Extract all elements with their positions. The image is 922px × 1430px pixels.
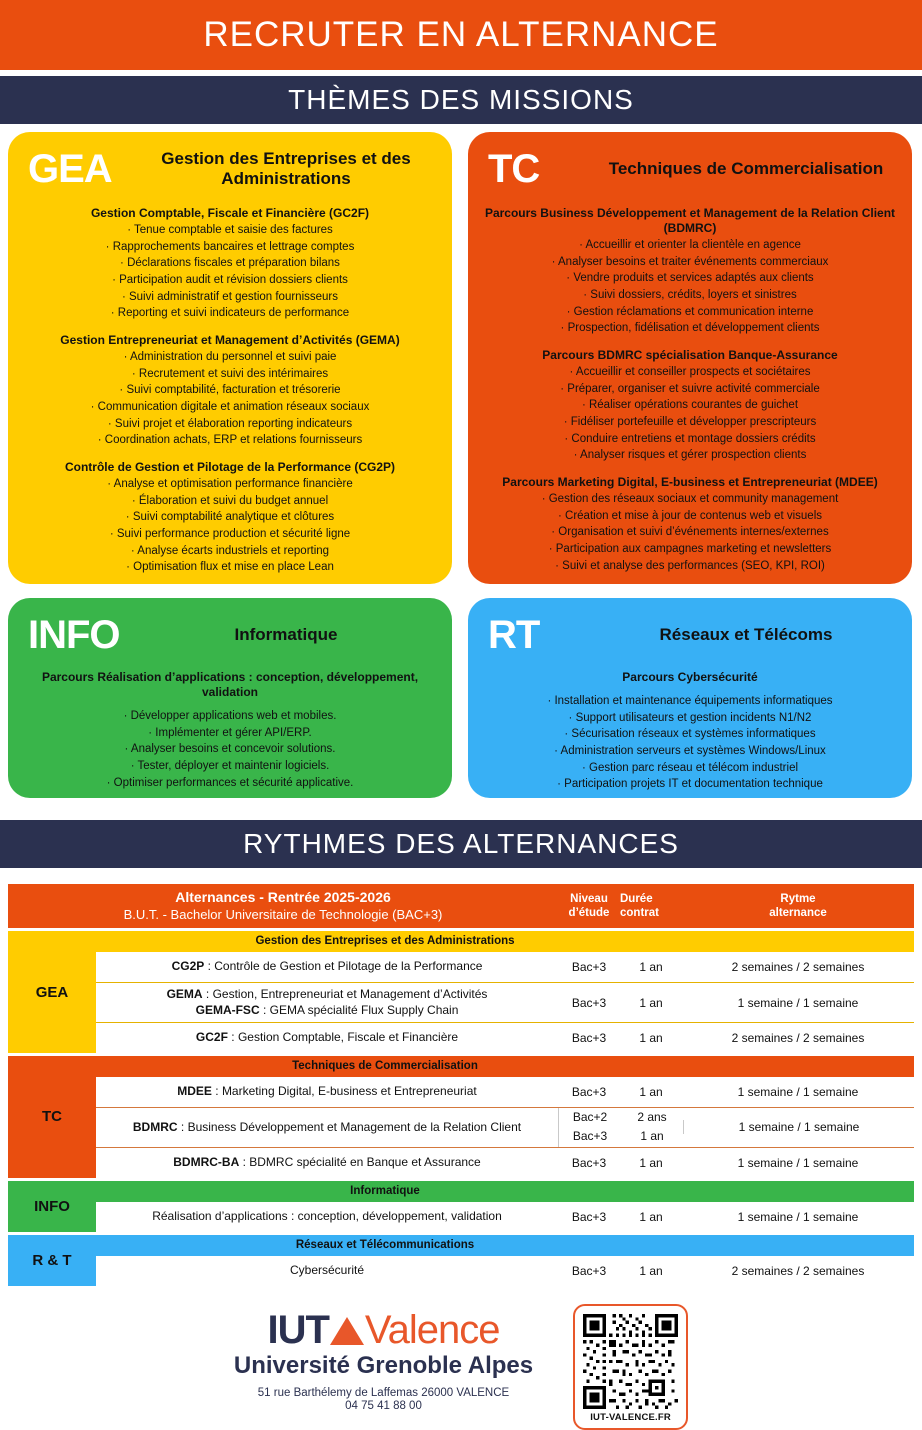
- card-rt: [468, 598, 912, 798]
- list-item: · Administration du personnel et suivi paie: [123, 351, 337, 364]
- list-item: · Coordination achats, ERP et relations fournisseurs: [97, 434, 363, 447]
- block-title: Parcours Cybersécurité: [622, 670, 758, 684]
- logo-subtitle: Université Grenoble Alpes: [233, 1351, 534, 1379]
- list-item: · Suivi et analyse des performances (SEO, KPI, ROI): [555, 559, 825, 572]
- footer: [0, 1304, 922, 1430]
- list-item: · Réaliser opérations courantes de guichet: [581, 399, 799, 412]
- list-item: · Élaboration et suivi du budget annuel: [131, 494, 329, 507]
- group-code-gea: GEA: [8, 931, 96, 1053]
- card-tc: [468, 132, 912, 584]
- schedule-group-gea: [8, 931, 914, 1053]
- row-duree: 1 an: [639, 1031, 663, 1046]
- row-label: GC2F : Gestion Comptable, Fiscale et Financière: [195, 1030, 459, 1045]
- card-gea-block-2: [20, 460, 440, 576]
- card-tc-block-2: [480, 475, 900, 574]
- card-tc-body: [480, 206, 900, 574]
- footer-phone: 04 75 41 88 00: [345, 1399, 422, 1412]
- block-list: [20, 349, 440, 449]
- schedule-header-line2: B.U.T. - Bachelor Universitaire de Technologie (BAC+3): [123, 906, 443, 922]
- theme-cards: [0, 124, 922, 798]
- list-item: · Installation et maintenance équipements informatiques: [547, 695, 833, 707]
- block-list: [480, 237, 900, 337]
- group-band-tc: Techniques de Commercialisation: [96, 1056, 914, 1077]
- row-duree: 1 an: [639, 1155, 663, 1170]
- column-header-rytme: Rytme alternance: [769, 892, 827, 919]
- row-label: MDEE : Marketing Digital, E-business et Entrepreneuriat: [177, 1084, 477, 1099]
- card-rt-block-0: [480, 670, 900, 793]
- row-niveau: Bac+3: [571, 960, 607, 974]
- row-niveau: Bac+3: [571, 1031, 607, 1046]
- list-item: · Gestion parc réseau et télécom industriel: [581, 761, 799, 774]
- qr-code-card[interactable]: [573, 1304, 688, 1430]
- row-niveau: Bac+2 Bac+3: [558, 1108, 621, 1146]
- block-title: Parcours Marketing Digital, E-business et Entrepreneuriat (MDEE): [502, 475, 878, 490]
- card-tc-code: TC: [488, 147, 540, 191]
- block-list: [20, 222, 440, 322]
- qr-code-icon: [583, 1314, 678, 1409]
- card-gea-header: [20, 142, 440, 196]
- logo-wordmark: [234, 1307, 533, 1352]
- list-item: · Suivi administratif et gestion fournisseurs: [121, 290, 339, 303]
- table-row: [96, 983, 914, 1023]
- card-rt-code: RT: [488, 613, 540, 657]
- row-duree: 1 an: [639, 1263, 663, 1278]
- card-rt-title: Réseaux et Télécoms: [659, 624, 833, 644]
- triangle-icon: [330, 1317, 364, 1345]
- list-item: · Gestion des réseaux sociaux et community management: [541, 493, 839, 506]
- list-item: · Organisation et suivi d’événements internes/externes: [551, 526, 829, 539]
- schedule-group-rt: [8, 1235, 914, 1286]
- list-item: · Gestion réclamations et communication interne: [566, 305, 814, 318]
- schedule-header-line1: Alternances - Rentrée 2025-2026: [175, 889, 391, 906]
- logo-iut-text: IUT: [267, 1307, 329, 1352]
- qr-code-label: IUT-VALENCE.FR: [590, 1411, 671, 1423]
- group-code-rt: R & T: [8, 1235, 96, 1286]
- list-item: · Suivi projet et élaboration reporting indicateurs: [107, 417, 353, 430]
- row-niveau: Bac+3: [571, 1155, 607, 1170]
- list-item: · Analyser risques et gérer prospection clients: [573, 449, 807, 462]
- row-rytme: 1 semaine / 1 semaine: [737, 995, 859, 1010]
- column-header-niveau: Niveau d’étude: [568, 892, 610, 919]
- card-info: [8, 598, 452, 798]
- table-row: [96, 1256, 914, 1286]
- row-rytme: 1 semaine / 1 semaine: [683, 1120, 914, 1134]
- iut-valence-logo: [234, 1304, 533, 1412]
- list-item: · Prospection, fidélisation et développement clients: [560, 322, 820, 335]
- group-code-tc: TC: [8, 1056, 96, 1177]
- list-item: · Participation audit et révision dossiers clients: [112, 274, 348, 287]
- list-item: · Participation projets IT et documentation technique: [557, 778, 823, 791]
- footer-address: 51 rue Barthélemy de Laffemas 26000 VALENCE: [257, 1386, 510, 1399]
- card-gea-title: Gestion des Entreprises et des Administrations: [161, 148, 411, 188]
- card-info-body: [20, 670, 440, 791]
- list-item: · Recrutement et suivi des intérimaires: [131, 367, 329, 380]
- group-band-rt: Réseaux et Télécommunications: [96, 1235, 914, 1256]
- list-item: · Optimisation flux et mise en place Lean: [126, 561, 334, 574]
- list-item: · Conduire entretiens et montage dossiers crédits: [564, 432, 816, 445]
- group-code-info: INFO: [8, 1181, 96, 1232]
- row-label: GEMA : Gestion, Entrepreneuriat et Management d’Activités GEMA-FSC : GEMA spécialité Flux Supply Chain: [166, 987, 488, 1017]
- list-item: · Participation aux campagnes marketing et newsletters: [548, 543, 832, 556]
- page-title: RECRUTER EN ALTERNANCE: [0, 0, 922, 70]
- block-list: [20, 708, 440, 791]
- table-row: [96, 1108, 914, 1147]
- list-item: · Reporting et suivi indicateurs de performance: [110, 307, 350, 320]
- list-item: · Création et mise à jour de contenus web et visuels: [558, 509, 822, 522]
- schedule-header-row: [8, 884, 914, 928]
- list-item: · Accueillir et orienter la clientèle en agence: [579, 239, 801, 251]
- row-rytme: 1 semaine / 1 semaine: [737, 1155, 859, 1170]
- list-item: · Optimiser performances et sécurité applicative.: [106, 776, 354, 789]
- list-item: · Analyser besoins et concevoir solutions.: [124, 743, 336, 756]
- row-niveau: Bac+3: [571, 1085, 607, 1100]
- list-item: · Suivi comptabilité analytique et clôtures: [125, 511, 335, 524]
- row-duree: 2 ans 1 an: [637, 1110, 667, 1144]
- block-list: [20, 476, 440, 576]
- card-rt-header: [480, 608, 900, 662]
- list-item: · Suivi dossiers, crédits, loyers et sinistres: [583, 289, 797, 302]
- card-info-block-0: [20, 670, 440, 791]
- group-band-info: Informatique: [96, 1181, 914, 1202]
- list-item: · Suivi performance production et sécurité ligne: [109, 528, 351, 541]
- card-gea-body: [20, 206, 440, 576]
- schedule-table: [8, 884, 914, 1286]
- row-rytme: 2 semaines / 2 semaines: [731, 1031, 865, 1046]
- list-item: · Accueillir et conseiller prospects et sociétaires: [569, 366, 811, 379]
- row-duree: 1 an: [639, 1085, 663, 1100]
- card-info-header: [20, 608, 440, 662]
- list-item: · Sécurisation réseaux et systèmes informatiques: [564, 728, 816, 741]
- table-row: [96, 1202, 914, 1232]
- row-rytme: 1 semaine / 1 semaine: [737, 1085, 859, 1100]
- schedule-group-tc: [8, 1056, 914, 1177]
- block-title: Contrôle de Gestion et Pilotage de la Performance (CG2P): [64, 460, 396, 475]
- list-item: · Analyser besoins et traiter événements commerciaux: [551, 255, 829, 268]
- card-rt-body: [480, 670, 900, 793]
- list-item: · Développer applications web et mobiles.: [123, 710, 337, 722]
- card-info-code: INFO: [28, 613, 120, 657]
- table-row: [96, 1077, 914, 1108]
- list-item: · Vendre produits et services adaptés aux clients: [566, 272, 814, 285]
- row-label: CG2P : Contrôle de Gestion et Pilotage de la Performance: [171, 959, 483, 974]
- row-niveau: Bac+3: [571, 1263, 607, 1278]
- card-tc-block-0: [480, 206, 900, 337]
- logo-valence-text: Valence: [364, 1307, 500, 1352]
- row-rytme: 2 semaines / 2 semaines: [731, 1263, 865, 1278]
- list-item: · Tenue comptable et saisie des factures: [127, 224, 333, 236]
- row-duree: 1 an: [639, 1209, 663, 1224]
- table-row: [96, 1023, 914, 1053]
- row-niveau: Bac+3: [571, 995, 607, 1010]
- group-band-gea: Gestion des Entreprises et des Administrations: [96, 931, 914, 952]
- row-duree: 1 an: [639, 960, 663, 974]
- list-item: · Analyse et optimisation performance financière: [107, 478, 353, 491]
- row-rytme: 2 semaines / 2 semaines: [731, 960, 865, 974]
- list-item: · Analyse écarts industriels et reporting: [130, 544, 330, 557]
- list-item: · Support utilisateurs et gestion incidents N1/N2: [568, 711, 812, 724]
- block-list: [480, 491, 900, 574]
- list-item: · Communication digitale et animation réseaux sociaux: [90, 401, 370, 414]
- row-niveau: Bac+3: [571, 1209, 607, 1224]
- list-item: · Tester, déployer et maintenir logiciels.: [130, 760, 330, 773]
- schedule-group-info: [8, 1181, 914, 1232]
- list-item: · Déclarations fiscales et préparation bilans: [120, 257, 340, 270]
- list-item: · Préparer, organiser et suivre activité commerciale: [560, 382, 820, 395]
- block-list: [480, 693, 900, 793]
- table-row: [96, 1148, 914, 1178]
- card-tc-title: Techniques de Commercialisation: [608, 158, 884, 178]
- list-item: · Implémenter et gérer API/ERP.: [148, 726, 312, 739]
- row-label: BDMRC-BA : BDMRC spécialité en Banque et Assurance: [173, 1154, 481, 1169]
- row-label: BDMRC : Business Développement et Management de la Relation Client: [132, 1119, 522, 1134]
- section-title-rythmes: RYTHMES DES ALTERNANCES: [0, 820, 922, 868]
- row-rytme: 1 semaine / 1 semaine: [737, 1209, 859, 1224]
- block-title: Parcours Réalisation d’applications : conception, développement, validation: [41, 670, 419, 699]
- card-info-title: Informatique: [234, 624, 338, 644]
- table-row: [96, 952, 914, 983]
- card-tc-header: [480, 142, 900, 196]
- schedule-header-main: [8, 889, 558, 923]
- block-title: Gestion Entrepreneuriat et Management d’Activités (GEMA): [60, 333, 400, 348]
- block-list: [480, 364, 900, 464]
- block-title: Parcours BDMRC spécialisation Banque-Assurance: [542, 348, 838, 363]
- list-item: · Administration serveurs et systèmes Windows/Linux: [554, 745, 826, 758]
- list-item: · Rapprochements bancaires et lettrage comptes: [105, 240, 355, 253]
- card-tc-block-1: [480, 348, 900, 464]
- list-item: · Fidéliser portefeuille et développer prescripteurs: [563, 416, 817, 429]
- column-header-duree: Durée contrat: [620, 892, 659, 919]
- block-title: Gestion Comptable, Fiscale et Financière (GC2F): [90, 206, 370, 220]
- block-title: Parcours Business Développement et Management de la Relation Client (BDMRC): [484, 206, 896, 235]
- card-gea-code: GEA: [28, 147, 112, 191]
- card-gea-block-1: [20, 333, 440, 449]
- card-gea: [8, 132, 452, 584]
- section-title-missions: THÈMES DES MISSIONS: [0, 76, 922, 124]
- row-duree: 1 an: [639, 995, 663, 1010]
- row-label: Réalisation d’applications : conception, développement, validation: [152, 1208, 502, 1223]
- row-label: Cybersécurité: [289, 1262, 365, 1277]
- card-gea-block-0: [20, 206, 440, 322]
- list-item: · Suivi comptabilité, facturation et trésorerie: [119, 384, 341, 397]
